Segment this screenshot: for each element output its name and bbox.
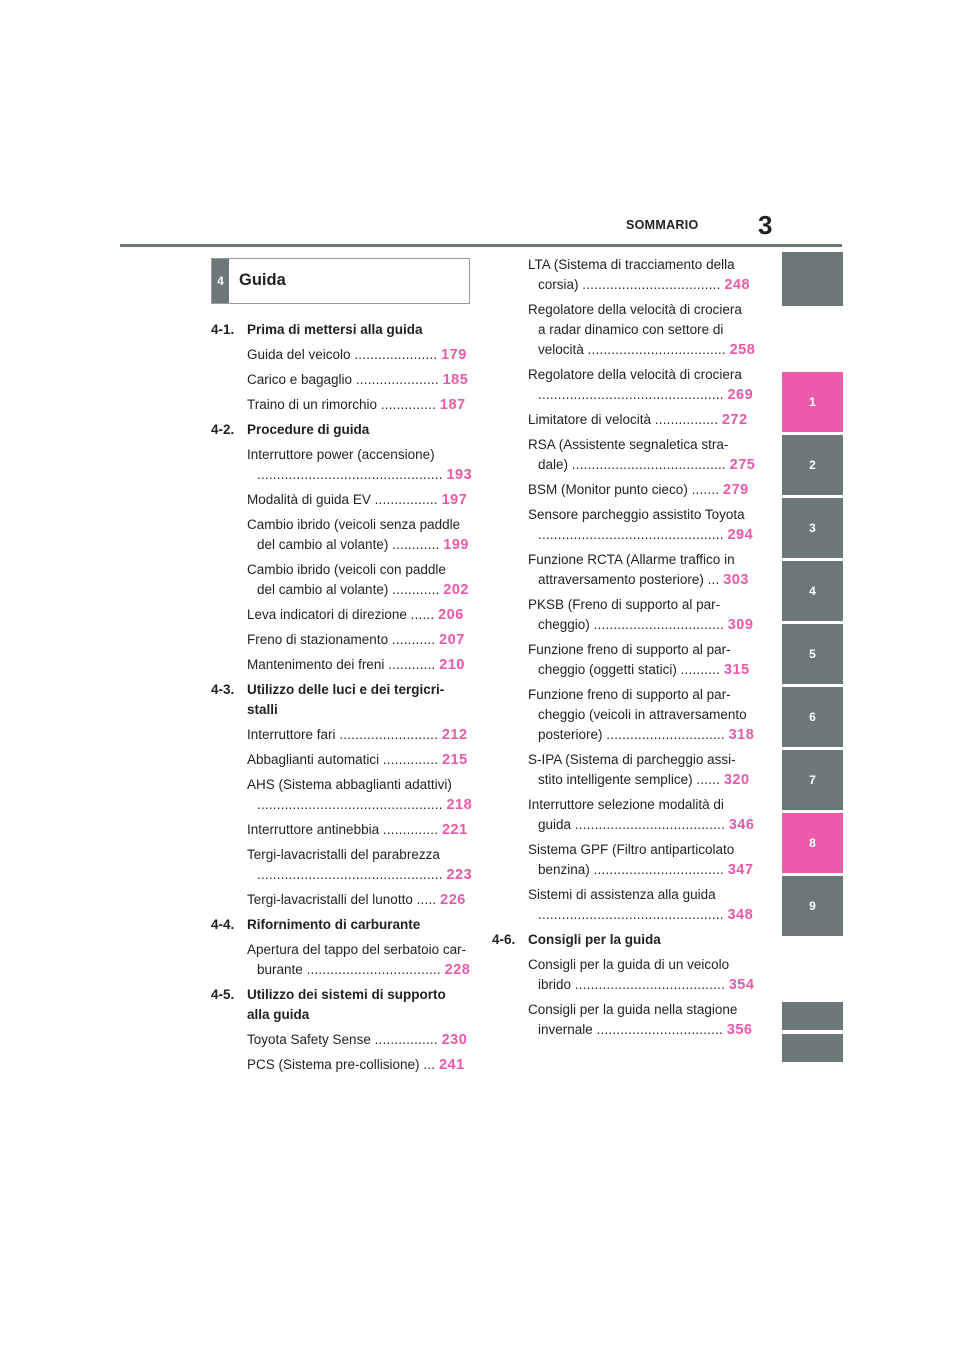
toc-page-number[interactable]: 347 (727, 862, 754, 878)
toc-entry-text: Funzione freno di supporto al par- (528, 642, 731, 657)
toc-entry-text: stito intelligente semplice) (538, 772, 693, 787)
toc-entry-text: Interruttore power (accensione) (247, 447, 435, 462)
toc-dot-leader: ....... (691, 482, 720, 497)
toc-entry-text: Modalità di guida EV (247, 492, 371, 507)
toc-dot-leader: ................ (374, 492, 438, 507)
toc-heading: Utilizzo delle luci e dei tergicri- (247, 682, 445, 697)
toc-entry[interactable] (538, 771, 750, 789)
toc-entry-text: del cambio al volante) (257, 537, 389, 552)
toc-entry-text: Funzione freno di supporto al par- (528, 687, 731, 702)
toc-heading-number: 4-1. (211, 322, 235, 337)
toc-dot-leader: ........... (391, 632, 436, 647)
toc-entry[interactable] (257, 866, 472, 884)
toc-heading-number: 4-6. (492, 932, 516, 947)
toc-entry[interactable] (247, 891, 466, 909)
toc-heading-cont: alla guida (247, 1007, 310, 1022)
toc-heading-number: 4-4. (211, 917, 235, 932)
toc-entry-text: Funzione RCTA (Allarme traffico in (528, 552, 735, 567)
toc-dot-leader: ................................. (593, 617, 724, 632)
chapter-tab-8[interactable]: 8 (782, 813, 843, 873)
toc-dot-leader: ................ (654, 412, 719, 427)
toc-dot-leader: .................................. (306, 962, 441, 977)
toc-dot-leader: ............................................... (257, 797, 443, 812)
toc-page-number[interactable]: 303 (723, 572, 749, 588)
toc-entry[interactable] (257, 581, 469, 599)
toc-dot-leader: ..................... (355, 372, 439, 387)
toc-page-number[interactable]: 206 (438, 607, 464, 623)
toc-entry[interactable] (538, 571, 749, 589)
toc-entry-text: Freno di stazionamento (247, 632, 389, 647)
chapter-tab-9[interactable]: 9 (782, 876, 843, 936)
toc-page-number[interactable]: 210 (439, 657, 465, 673)
toc-entry-text: ibrido (538, 977, 572, 992)
toc-entry-text: Interruttore antinebbia (247, 822, 380, 837)
toc-entry[interactable] (528, 481, 749, 499)
chapter-tab-7[interactable]: 7 (782, 750, 843, 810)
toc-page-number[interactable]: 226 (440, 892, 466, 908)
toc-dot-leader: ............................................... (538, 527, 724, 542)
toc-page-number[interactable]: 187 (439, 397, 466, 413)
toc-heading: Rifornimento di carburante (247, 917, 421, 932)
toc-entry[interactable] (538, 861, 753, 879)
toc-dot-leader: .............. (382, 822, 439, 837)
toc-dot-leader: ... (707, 572, 720, 587)
toc-entry[interactable] (538, 526, 753, 544)
toc-heading: Consigli per la guida (528, 932, 661, 947)
toc-entry[interactable] (538, 616, 753, 634)
toc-entry-text: Traino di un rimorchio (247, 397, 378, 412)
toc-entry[interactable] (257, 796, 472, 814)
toc-page-number[interactable]: 309 (727, 617, 754, 633)
toc-entry[interactable] (538, 341, 755, 359)
toc-dot-leader: ............................................... (538, 387, 724, 402)
toc-entry-text: Tergi-lavacristalli del parabrezza (247, 847, 440, 862)
toc-entry[interactable] (538, 276, 750, 294)
toc-entry-text: RSA (Assistente segnaletica stra- (528, 437, 729, 452)
chapter-tab-3[interactable]: 3 (782, 498, 843, 558)
toc-heading-cont: stalli (247, 702, 278, 717)
toc-page-number[interactable]: 272 (721, 412, 748, 428)
toc-entry-text: Consigli per la guida nella stagione (528, 1002, 738, 1017)
toc-entry-text: Sistema GPF (Filtro antiparticolato (528, 842, 735, 857)
toc-page-number[interactable]: 202 (443, 582, 469, 598)
toc-entry-text: PCS (Sistema pre-collisione) (247, 1057, 420, 1072)
toc-entry-text: AHS (Sistema abbaglianti adattivi) (247, 777, 452, 792)
toc-entry[interactable] (538, 386, 753, 404)
toc-dot-leader: ................................... (582, 277, 721, 292)
toc-dot-leader: .............................. (606, 727, 725, 742)
toc-entry-text: posteriore) (538, 727, 603, 742)
toc-heading-number: 4-2. (211, 422, 235, 437)
toc-page-number[interactable]: 230 (441, 1032, 468, 1048)
toc-heading: Prima di mettersi alla guida (247, 322, 423, 337)
toc-dot-leader: ............................................... (257, 867, 443, 882)
toc-page-number[interactable]: 269 (727, 387, 754, 403)
toc-page-number[interactable]: 218 (446, 797, 473, 813)
toc-entry-text: Sistemi di assistenza alla guida (528, 887, 716, 902)
toc-dot-leader: ................................... (587, 342, 726, 357)
toc-dot-leader: ..... (416, 892, 437, 907)
toc-entry-text: invernale (538, 1022, 593, 1037)
chapter-tab-1[interactable]: 1 (782, 372, 843, 432)
toc-dot-leader: ..................... (354, 347, 438, 362)
toc-entry[interactable] (247, 396, 466, 414)
toc-entry[interactable] (538, 661, 750, 679)
toc-page-number[interactable]: 318 (728, 727, 755, 743)
toc-entry-text: Consigli per la guida di un veicolo (528, 957, 730, 972)
toc-page-number[interactable]: 179 (441, 347, 467, 363)
toc-entry-text: cheggio (veicoli in attraversamento (538, 707, 747, 722)
toc-entry-text: Mantenimento dei freni (247, 657, 385, 672)
toc-dot-leader: ... (423, 1057, 436, 1072)
section-header (211, 258, 470, 304)
toc-heading-number: 4-5. (211, 987, 235, 1002)
toc-entry-text: benzina) (538, 862, 590, 877)
header-divider (120, 244, 842, 247)
toc-dot-leader: ....................................... (571, 457, 726, 472)
toc-entry-text: Regolatore della velocità di crociera (528, 367, 742, 382)
toc-heading-number: 4-3. (211, 682, 235, 697)
toc-dot-leader: ...... (410, 607, 435, 622)
toc-dot-leader: ............................................... (257, 467, 443, 482)
toc-entry-text: guida (538, 817, 572, 832)
toc-dot-leader: .............. (382, 752, 439, 767)
toc-entry[interactable] (247, 726, 468, 744)
toc-entry[interactable] (257, 536, 469, 554)
toc-page-number[interactable]: 221 (441, 822, 468, 838)
toc-page-number[interactable]: 228 (444, 962, 471, 978)
toc-entry-text: PKSB (Freno di supporto al par- (528, 597, 721, 612)
toc-entry-text: Cambio ibrido (veicoli senza paddle (247, 517, 461, 532)
toc-entry[interactable] (247, 491, 467, 509)
toc-page-number[interactable]: 199 (443, 537, 469, 553)
toc-page-number[interactable]: 193 (446, 467, 473, 483)
toc-page-number[interactable]: 279 (723, 482, 749, 498)
toc-dot-leader: ...... (696, 772, 721, 787)
page-header-title: SOMMARIO (626, 218, 699, 232)
toc-page-number[interactable]: 223 (446, 867, 473, 883)
toc-entry[interactable] (247, 821, 468, 839)
toc-entry-text: cheggio (oggetti statici) (538, 662, 677, 677)
toc-entry-text: Guida del veicolo (247, 347, 351, 362)
toc-entry[interactable] (538, 816, 754, 834)
toc-entry[interactable] (247, 1031, 467, 1049)
chapter-tab-blank-10[interactable] (782, 1002, 843, 1030)
toc-entry[interactable] (538, 1021, 752, 1039)
toc-page-number[interactable]: 354 (728, 977, 755, 993)
toc-entry-text: velocità (538, 342, 584, 357)
toc-page-number[interactable]: 258 (729, 342, 756, 358)
toc-entry-text: Abbaglianti automatici (247, 752, 380, 767)
toc-dot-leader: .............. (380, 397, 437, 412)
toc-entry-text: BSM (Monitor punto cieco) (528, 482, 688, 497)
toc-page-number[interactable]: 215 (441, 752, 468, 768)
toc-heading: Utilizzo dei sistemi di supporto (247, 987, 446, 1002)
toc-entry-text: Interruttore fari (247, 727, 336, 742)
toc-entry[interactable] (247, 751, 468, 769)
toc-entry[interactable] (538, 906, 753, 924)
toc-entry[interactable] (257, 466, 472, 484)
toc-entry[interactable] (247, 346, 467, 364)
toc-entry-text: Regolatore della velocità di crociera (528, 302, 742, 317)
toc-entry-text: del cambio al volante) (257, 582, 389, 597)
toc-entry-text: Cambio ibrido (veicoli con paddle (247, 562, 446, 577)
toc-entry-text: burante (257, 962, 303, 977)
toc-entry[interactable] (257, 961, 470, 979)
toc-page-number[interactable]: 346 (728, 817, 755, 833)
toc-entry[interactable] (538, 726, 754, 744)
toc-page-number[interactable]: 197 (441, 492, 468, 508)
toc-entry-text: Carico e bagaglio (247, 372, 353, 387)
toc-page-number[interactable]: 348 (727, 907, 754, 923)
toc-heading: Procedure di guida (247, 422, 370, 437)
toc-entry-text: Tergi-lavacristalli del lunotto (247, 892, 413, 907)
chapter-tab-4[interactable]: 4 (782, 561, 843, 621)
chapter-tab-blank-11[interactable] (782, 1034, 843, 1062)
toc-entry-text: dale) (538, 457, 569, 472)
toc-dot-leader: ............................................... (538, 907, 724, 922)
toc-dot-leader: ......................... (339, 727, 439, 742)
page-number: 3 (758, 210, 773, 240)
toc-dot-leader: ............ (392, 582, 440, 597)
toc-entry[interactable] (247, 1056, 465, 1074)
toc-page-number[interactable]: 294 (727, 527, 754, 543)
toc-entry-text: Leva indicatori di direzione (247, 607, 407, 622)
toc-entry-text: Limitatore di velocità (528, 412, 652, 427)
toc-dot-leader: ............ (388, 657, 436, 672)
toc-dot-leader: ...................................... (574, 977, 725, 992)
toc-dot-leader: .......... (680, 662, 721, 677)
toc-entry-text: corsia) (538, 277, 579, 292)
toc-entry[interactable] (247, 606, 464, 624)
chapter-tab-2[interactable]: 2 (782, 435, 843, 495)
toc-entry-text: LTA (Sistema di tracciamento della (528, 257, 735, 272)
toc-page-number[interactable]: 185 (442, 372, 469, 388)
section-title: Guida (239, 271, 286, 289)
toc-page-number[interactable]: 248 (724, 277, 751, 293)
toc-entry-text: Sensore parcheggio assistito Toyota (528, 507, 745, 522)
toc-entry-text: Apertura del tappo del serbatoio car- (247, 942, 467, 957)
toc-page-number[interactable]: 320 (723, 772, 750, 788)
toc-page-number[interactable]: 212 (441, 727, 468, 743)
toc-dot-leader: ...................................... (574, 817, 725, 832)
toc-entry-text: attraversamento posteriore) (538, 572, 704, 587)
toc-entry[interactable] (247, 656, 465, 674)
toc-entry[interactable] (538, 976, 754, 994)
toc-entry[interactable] (538, 456, 755, 474)
toc-dot-leader: ................................. (593, 862, 724, 877)
chapter-tab-blank-0[interactable] (782, 252, 843, 306)
toc-dot-leader: ................................ (596, 1022, 723, 1037)
toc-page-number[interactable]: 356 (726, 1022, 753, 1038)
toc-entry[interactable] (247, 631, 465, 649)
toc-entry[interactable] (247, 371, 468, 389)
chapter-tab-6[interactable]: 6 (782, 687, 843, 747)
toc-entry-text: cheggio) (538, 617, 590, 632)
toc-dot-leader: ............ (392, 537, 440, 552)
chapter-tab-5[interactable]: 5 (782, 624, 843, 684)
toc-page-number[interactable]: 207 (439, 632, 465, 648)
toc-dot-leader: ................ (374, 1032, 438, 1047)
toc-entry-text: a radar dinamico con settore di (538, 322, 724, 337)
toc-entry-text: S-IPA (Sistema di parcheggio assi- (528, 752, 736, 767)
toc-entry[interactable] (528, 411, 748, 429)
toc-entry-text: Interruttore selezione modalità di (528, 797, 724, 812)
toc-entry-text: Toyota Safety Sense (247, 1032, 371, 1047)
toc-page-number[interactable]: 241 (438, 1057, 465, 1073)
toc-page-number[interactable]: 275 (729, 457, 756, 473)
toc-page-number[interactable]: 315 (723, 662, 750, 678)
section-number: 4 (212, 259, 229, 303)
